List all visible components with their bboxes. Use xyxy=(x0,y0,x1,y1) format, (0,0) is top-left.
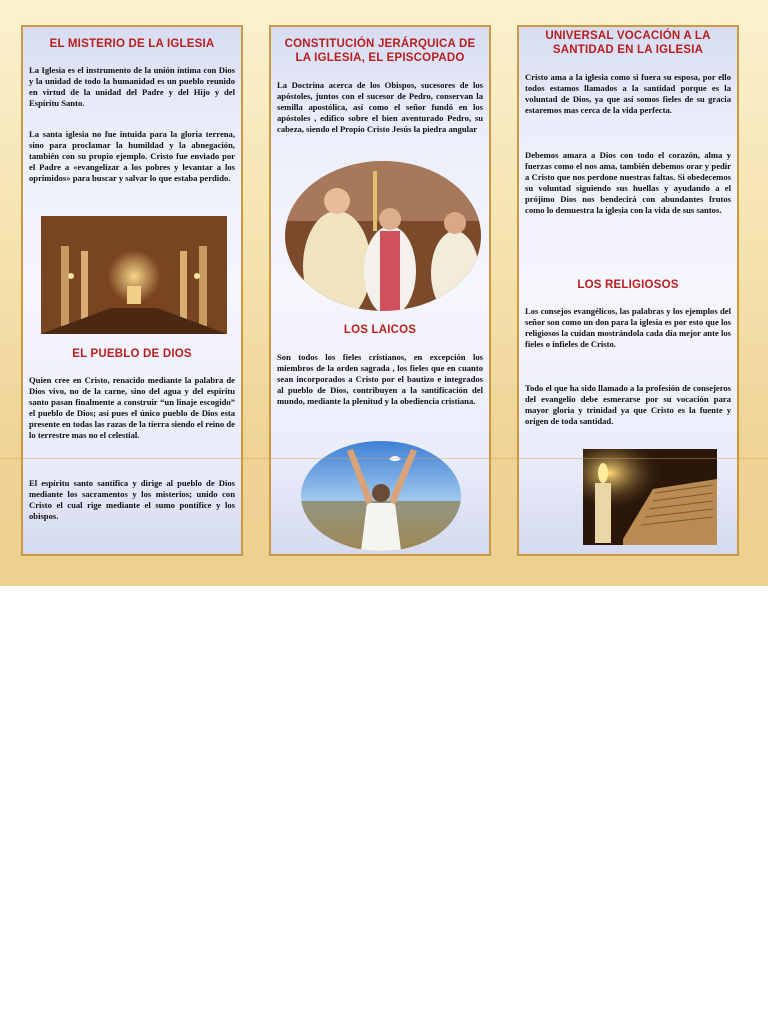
panel-title: EL MISTERIO DE LA IGLESIA xyxy=(49,38,215,50)
paragraph: La Doctrina acerca de los Obispos, sucesores de los apóstoles, juntos con el sucesor de Pedro, conservan la semilla apostólica, así como el señor fundó en los apóstoles , edifico sobre el bien aventurado Pedro, su cabeza, siendo el Propio Cristo Jesús la piedra angular xyxy=(277,80,483,134)
paragraph: La Iglesia es el instrumento de la unión íntima con Dios y la unidad de todo la humanidad es un pueblo reunido en virtud de la unidad del Padre y del Hijo y del Espíritu Santo. xyxy=(29,65,235,108)
paragraph: Son todos los fieles cristianos, en excepción los miembros de la orden sagrada , los fieles que en cuanto sean incorporados a Cristo por el bautizo e integrados al pueblo de Dios, contribuyen a la santificación del mundo, mediante la plenitud y la obediencia cristiana. xyxy=(277,352,483,406)
section-title: LOS RELIGIOSOS xyxy=(577,279,679,291)
panel-title: UNIVERSAL VOCACIÓN A LA SANTIDAD EN LA IGLESIA xyxy=(545,30,711,56)
paragraph: Quien cree en Cristo, renacido mediante la palabra de Dios vivo, no de la carne, sino del agua y del espíritu santo pasan finalmente a construir “un linaje escogido” el pueblo de Dios; así pues el único pueblo de Dios esta presente en todas las razas de la tierra siendo el reino de lo terrestre mas no el celestial. xyxy=(29,375,235,440)
panel-episcopado xyxy=(269,25,491,556)
panel-misterio xyxy=(21,25,243,556)
paragraph: El espíritu santo santifica y dirige al pueblo de Dios mediante los sacramentos y los misterios; unido con Cristo el cual rige mediante el sumo pontífice y los obispos. xyxy=(29,478,235,521)
panel-title: CONSTITUCIÓN JERÁRQUICA DE LA IGLESIA, EL EPISCOPADO xyxy=(284,38,476,64)
church-interior-image xyxy=(41,216,227,334)
paragraph: Debemos amara a Dios con todo el corazón, alma y fuerzas como el nos ama, también debemos orar y pedir a Cristo que nos perdone nuestras faltas. Si obedecemos su voluntad siguiendo sus huellas y ayudando a el prójimo Dios nos bendecirá con abundantes frutos como lo demuestra la iglesia con la vida de sus santos. xyxy=(525,150,731,215)
praying-man-image xyxy=(301,441,461,551)
candle-bible-image xyxy=(583,449,717,545)
paragraph: Los consejos evangélicos, las palabras y los ejemplos del señor son como un don para la iglesia es por esto que los religiosos la cuidan mostrándola cada día mejor ante los fieles o infieles de Cristo. xyxy=(525,306,731,349)
paragraph: La santa iglesia no fue intuida para la gloria terrena, sino para proclamar la humildad y la abnegación, también con su propio ejemplo. Cristo fue enviado por el Padre a «evangelizar a los pobres y levantar a los oprimidos» para buscar y salvar lo que estaba perdido. xyxy=(29,129,235,183)
paragraph: Todo el que ha sido llamado a la profesión de consejeros del evangelio debe esmerarse por su vocación para mayor gloria y trinidad ya que Cristo es la fuente y origen de toda santidad. xyxy=(525,383,731,426)
section-title: LOS LAICOS xyxy=(343,324,417,336)
bishops-image xyxy=(285,161,481,311)
section-title: EL PUEBLO DE DIOS xyxy=(72,348,192,360)
paragraph: Cristo ama a la iglesia como si fuera su esposa, por ello todos estamos llamados a la santidad porque es la voluntad de Dios, ya que así somos fieles de su gracia estaremos mas cerca de la vida perfecta. xyxy=(525,72,731,115)
panel-vocacion xyxy=(517,25,739,556)
